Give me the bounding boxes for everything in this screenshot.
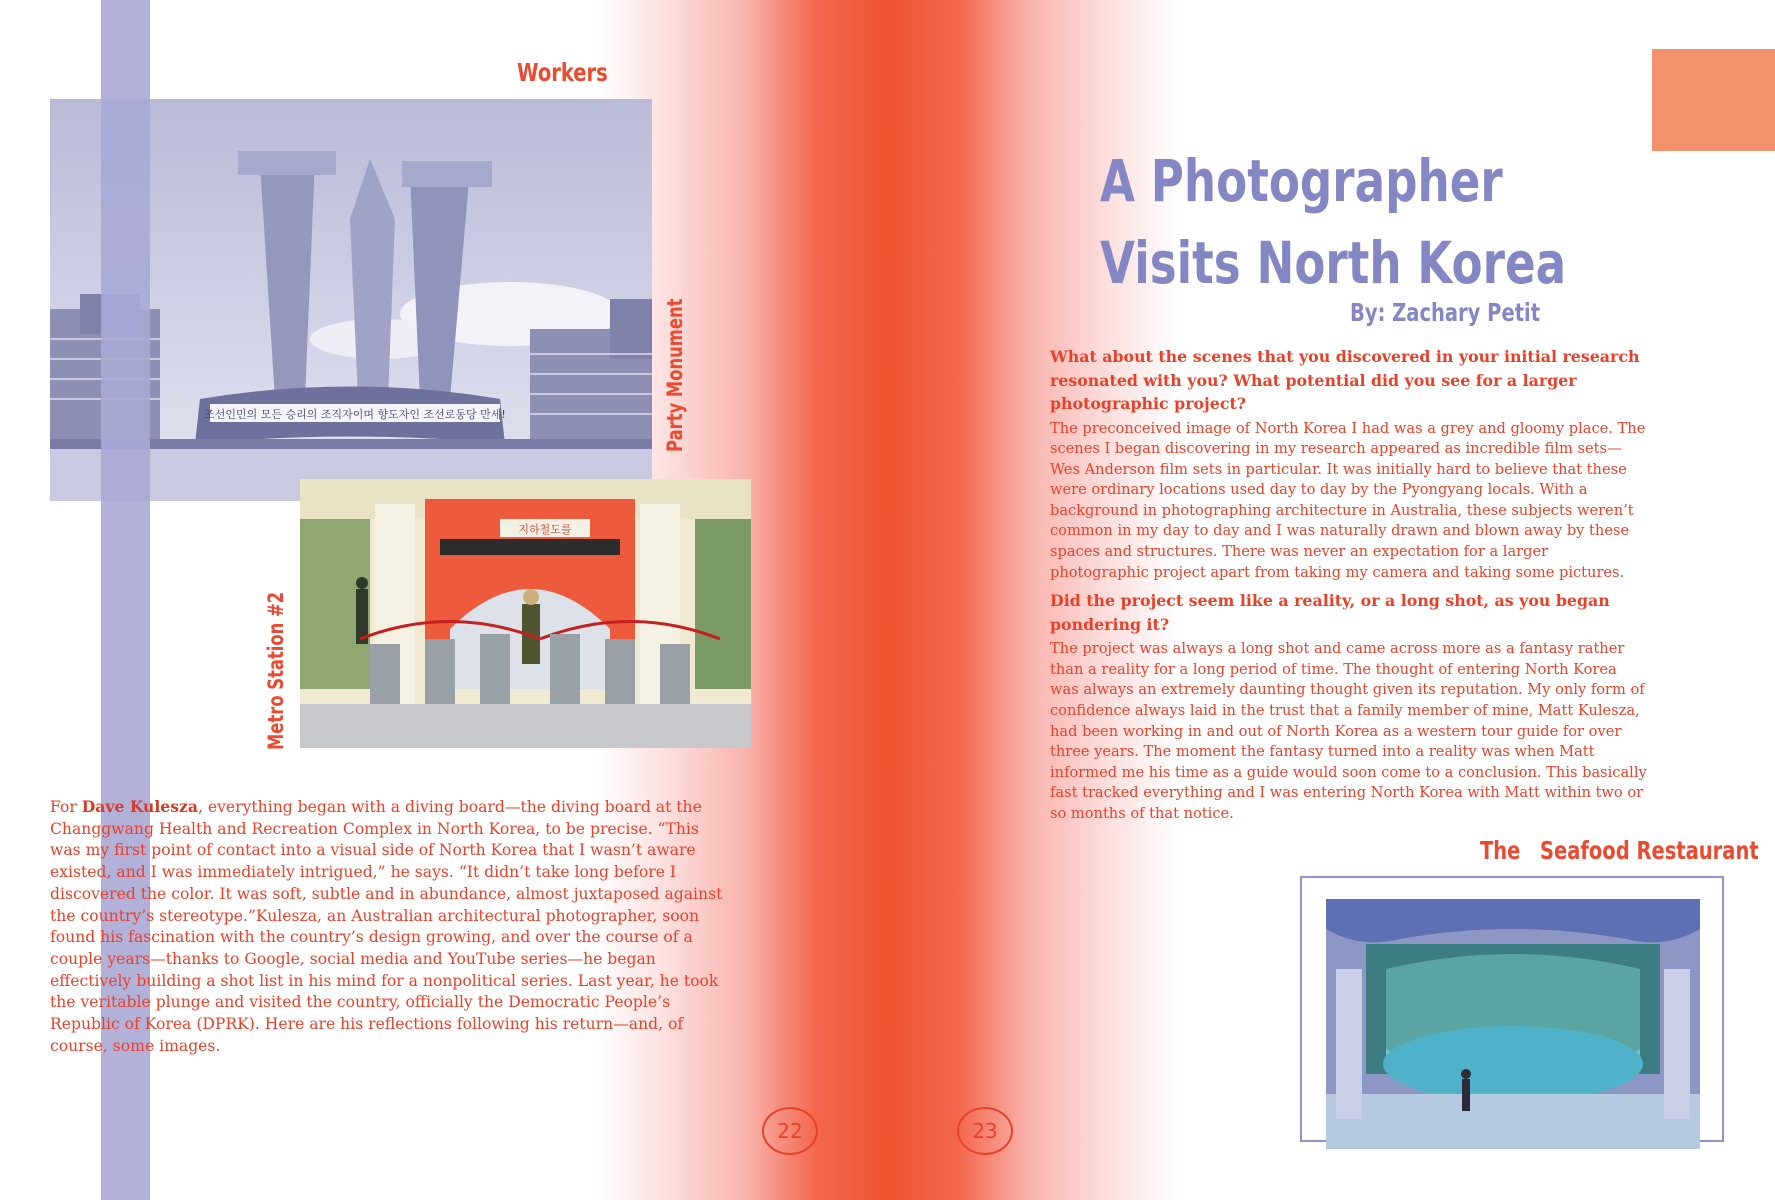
page-number-left: 22 <box>762 1107 818 1155</box>
metro-station-photo <box>300 479 751 748</box>
caption-the: The <box>1480 836 1521 865</box>
article-title <box>1100 140 1566 304</box>
intro-paragraph: For Dave Kulesza, everything began with a diving board—the diving board at the Changgwang Health and Recreation Complex in North Korea, to be precise. “This was my first point of contact into a visual side of North Korea that I wasn’t aware existed, and I was immediately intrigued,” he says. “It didn’t take long before I discovered the color. It was soft, subtle and in abundance, almost juxtaposed against the country’s stereotype.”Kulesza, an Australian architectural photographer, soon found his fascination with the country’s design growing, and over the course of a couple years—thanks to Google, social media and YouTube series—he began effectively building a shot list in his mind for a nonpolitical series. Last year, he took the veritable plunge and visited the country, officially the Democratic People’s Republic of Korea (DPRK). Here are his reflections following his return—and, of course, some images. <box>50 797 723 1055</box>
article-byline: By: Zachary Petit <box>1350 298 1541 327</box>
article-title-line-2: Visits North Korea <box>1100 229 1567 297</box>
question-2: Did the project seem like a reality, or a long shot, as you began pondering it? <box>1050 591 1610 634</box>
orange-corner-block <box>1652 49 1775 151</box>
seafood-restaurant-photo <box>1326 899 1700 1149</box>
interview-column <box>1050 345 1650 831</box>
metro-sign-text: 지하철도를 <box>518 523 572 536</box>
article-title-line-1: A Photographer <box>1100 147 1503 215</box>
photographer-name: Dave Kulesza <box>81 797 198 816</box>
page-number-right: 23 <box>957 1107 1013 1155</box>
answer-1: The preconceived image of North Korea I had was a grey and gloomy place. The scenes I began discovering in my research appeared as incredible film sets—Wes Anderson film sets in particular. It was initially hard to believe that these were ordinary locations used day to day by the Pyongyang locals. With a background in photographing architecture in Australia, these subjects weren’t common in my day to day and I was naturally drawn and blown away by these spaces and structures. There was never an expectation for a larger photographic project apart from taking my camera and taking some pictures. <box>1050 419 1646 581</box>
monument-banner-text: 조선인민의 모든 승리의 조직자이며 향도자인 조선로동당 만세! <box>204 408 506 421</box>
caption-seafood-restaurant: Seafood Restaurant <box>1540 836 1759 865</box>
answer-2: The project was always a long shot and came across more as a fantasy rather than a reality for a long period of time. The thought of entering North Korea was always an extremely daunting thought given its reputation. My only form of confidence always laid in the trust that a family member of mine, Matt Kulesza, had been working in and out of North Korea as a western tour guide for over three years. The moment the fantasy turned into a reality was when Matt informed me his time as a guide would soon come to a conclusion. This basically fast tracked everything and I was entering North Korea with Matt within two or so months of that notice. <box>1050 640 1647 822</box>
magazine-spread: 조선인민의 모든 승리의 조직자이며 향도자인 조선로동당 만세! 지하철도를 Workers Party Monument Metro Station #2 The Seafood Restaurant A Photographer Visits North Korea By: Zachary Petit For Dave Kulesza, everything began with a diving board—the diving board at the Changgwang Health and Recreation Complex in North Korea, to be precise. “This was my first point of contact into a visual side of North Korea that I wasn’t aware existed, and I was immediately intrigued,” he says. “It didn’t take long before I discovered the color. It was soft, subtle and in abundance, almost juxtaposed against the country’s stereotype.”Kulesza, an Australian architectural photographer, soon found his fascination with the country’s design growing, and over the course of a couple years—thanks to Google, social media and YouTube series—he began effectively building a shot list in his mind for a nonpolitical series. Last year, he took the veritable plunge and visited the country, officially the Democratic People’s Republic of Korea (DPRK). Here are his reflections following his return—and, of course, some images. What about the scenes that you discovered in your initial research resonated with you? What potential did you see for a larger photographic project? The preconceived image of North Korea I had was a grey and gloomy place. The scenes I began discovering in my research appeared as incredible film sets—Wes Anderson film sets in particular. It was initially hard to believe that these were ordinary locations used day to day by the Pyongyang locals. With a background in photographing architecture in Australia, these subjects weren’t common in my day to day and I was naturally drawn and blown away by these spaces and structures. There was never an expectation for a larger photographic project apart from taking my camera and taking some pictures. Did the project seem like a reality, or a long shot, as you began pondering it? The project was always a long shot and came across more as a fantasy rather than a reality for a long period of time. The thought of entering North Korea was always an extremely daunting thought given its reputation. My only form of confidence always laid in the trust that a family member of mine, Matt Kulesza, had been working in and out of North Korea as a western tour guide for over three years. The moment the fantasy turned into a reality was when Matt informed me his time as a guide would soon come to a conclusion. This basically fast tracked everything and I was entering North Korea with Matt within two or so months of that notice. 22 23 <box>0 0 1775 1200</box>
question-1: What about the scenes that you discovered in your initial research resonated with you? What potential did you see for a larger photographic project? <box>1050 347 1640 413</box>
caption-workers: Workers <box>517 58 608 87</box>
